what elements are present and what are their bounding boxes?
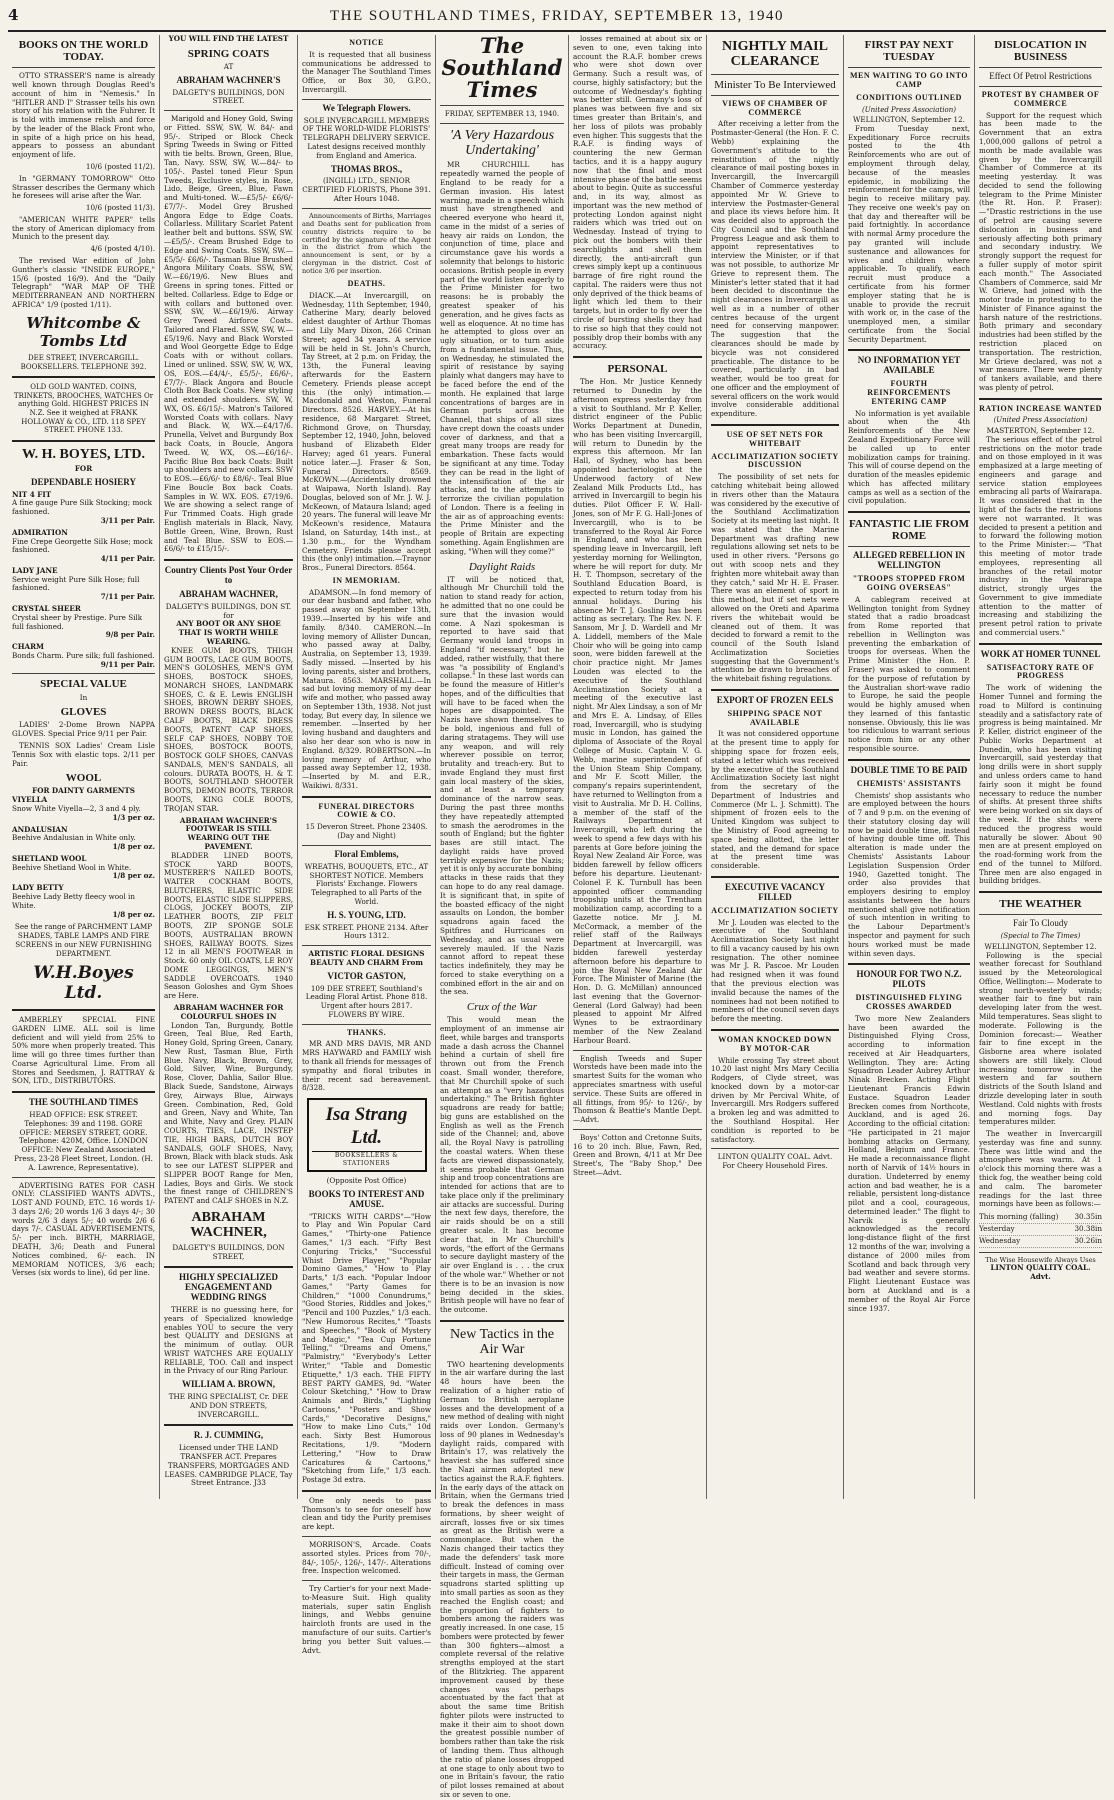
spring-coats-heading: SPRING COATS [187,47,270,60]
dalgety-address: DALGETY'S BUILDINGS, DON STREET. [172,87,285,106]
wool-item [12,884,155,919]
hosiery-desc: Bonds Charm. Pure silk; full fashioned. [12,650,155,660]
crux-text: This would mean the employment of an immense air fleet, while barges and transports made a dash across the Channel behind a curtain of shell fire thrown out from the French coast. Small wonder, therefore, that Mr Churchill spoke of such an attempt as a "very hazardous undertaking." The British fighter squadrons are ready for battle; big guns are established on the English as well as the French side of the Channel; and, above all, the Royal Navy is patrolling the coastal waters. When these facts are viewed dispassionately, it seems probable that German ship and troop concentrations are intended for actions that are to take place only if the preliminary air attacks are successful. During the next few days, therefore, the air raids should be on a still greater scale. It has become clear that, in Mr Churchill's words, "the effort of the Germans to secure daylight mastery of the air over England is . . . the crux of the whole war." Whether or not there is to be an invasion is now being decided in the skies. British people will have no fear of the outcome. [440,1015,564,1315]
notice-heading: NOTICE [349,38,384,47]
colourful-text: London Tan, Burgundy, Bottle Green, Teal Blue, Red Earth, Honey Gold, Spring Green, Canary, New Rust, Tasman Blue, Firth Blue. Navy, Black, Brown, Grey, Gold, Silver, Wine, Burgundy, Rose, Clover, Dahlia, Sailor Blue. Black Suede, Sandstone, Airways Grey, Airways Blue, Airways Green. Combination, Red, Gold and Green, Navy and White, Tan and White, Navy and Grey. PLAIN COURTS, TIES, LACE, INSTEP TIE, HIGH BARS, DUTCH BOY SANDALS, GOLF SHOES, Navy, Brown, Black with black studs. Ask to see our LATEST SLIPPER and SLIPPER BOOT Range for Men, Ladies, Boys and Girls. We stock the finest range of CHILDREN'S PATENT and CALF SHOES in N.Z. [164,1020,293,1206]
linton-ad: LINTON QUALITY COAL. Advt. For Cheery Household Fires. [717,1152,833,1171]
whitcombe-logo: Whitcombe & Tombs Ltd [26,313,141,351]
gold-ad: OLD GOLD WANTED. COINS, TRINKETS, BROOCHES, WATCHES Or anything Gold. HIGHEST PRICES IN N.Z. See it weighed at FRANK HOLLOWAY & CO., LTD. 118 SPEY STREET. PHONE 133. [13,383,154,435]
abraham-big: ABRAHAM WACHNER, [190,1209,267,1241]
upa-credit-1: (United Press Association) [862,105,956,114]
southland-times-offices: HEAD OFFICE: ESK STREET. Telephones: 39 and 1198. GORE OFFICE: MERSEY STREET, GORE. Telephone: 420M, Office. LONDON OFFICE: New Zealand Associated Press, 23-28 Fleet Street, London. (H. A. Lawrence, Representative). [14,1110,153,1172]
at-label: AT [223,61,234,71]
barometer-day: Yesterday [979,1223,1015,1233]
honour-text: Two more New Zealanders have been awarded the Distinguished Flying Cross, according to information received at Air Headquarters, Wellington. They are: Acting Squadron Leader Aubrey Arthur Ninak Brecken. Acting Flight Lieutenant Francis Edwin Eustace. Squadron Leader Brecken comes from Northcote, Auckland, and is aged 26. According to the official citation: "He participated in 21 major bombing attacks on Germany, Holland, Belgium and France. He made a reconnaissance flight north of Narvik of 14½ hours in duration. Undeterred by enemy action and bad weather, he is a reliable, persistent long-distance pilot and a cool, courageous, determined leader." The flight to Narvik is generally acknowledged as the record long-distance flight of the first 12 months of the war, involving a distance of 2000 miles from Scotland and back through very bad weather and severe storms. Flight Lieutenant Eustace was born at Auckland and is a member of the Royal Air Force since 1937. [848,1013,970,1313]
personal-heading: PERSONAL [607,363,668,376]
wool-sub: FOR DAINTY GARMENTS [32,786,135,796]
rings-text: THERE is no guessing here, for years of Specialized knowledge enables YOU to secure the very best QUALITY and DESIGNS at the minimum of outlay. OUR WRIST WATCHES ARE EQUALLY RELIABLE, TOO. Call and inspect in the Privacy of our Ring Parlour. [164,1304,293,1376]
thomas-sub: (INGILL) LTD., SENIOR CERTIFIED FLORISTS, Phone 391. After Hours 1048. [302,176,431,203]
conditions-headline: CONDITIONS OUTLINED [856,92,962,102]
acclimatization-headline: ACCLIMATIZATION SOCIETY DISCUSSION [711,451,839,470]
exec-text: Mr J. Louden was elected to the executive of the Southland Acclimatization Society last night to fill a vacancy caused by his own resignation. The other nominee was Mr J. R. Pascoe. Mr Louden had resigned when it was found that the previous election was invalid because the names of the nominees had not been notified to members of the council seven days before the meeting. [711,917,839,1024]
wool-desc: Beehive Lady Betty fleecy wool in White. [12,892,135,910]
books-item-2: In "GERMANY TOMORROW" Otto Strasser describes the Germany which he foresees will arise after the War. [12,173,155,201]
wise-housewife: The Wise Housewife Always Uses [985,1255,1096,1264]
column-5 [569,35,707,1499]
fantastic-headline: FANTASTIC LIE FROM ROME [849,518,969,543]
double-text: Chemists' shop assistants who are employed between the hours of 7 and 9 p.m. on the evening of their statutory closing day will now be paid double time, instead of having double time off. This alteration is made under the Chemists' Assistants Labour Legislation Suspension Order 1940, Gazetted tonight. The order also provides that employers desiring to employ assistants between the hours mentioned shall give notification of such intention in writing to the Labour Department's inspector and payment for such hours worked must be made within seven days. [848,790,970,958]
daylight-text: IT will be noticed that, although Mr Churchill told the nation to stand ready for action, he admitted that no one could be sure that the invasion would come. A Nazi spokesman is reported to have said that Germany would land troops in England "if necessary," but he added, rather wistfully, that there was "a possibility of England's collapse." In these last words can be found the measure of Hitler's hopes, and of the difficulties that will have to be faced when the hopes are disappointed. The Nazis have shown themselves to be bold, ingenious and full of daring stratagems. They will use any weapon, and will rely wherever possible on terror, brutality and treach-ery. But to invade England they must first gain local mastery of the skies, and at least a temporary dominance of the narrow seas. During the past three months they have repeatedly attempted to smash the aerodromes in the south of England; but the fighter bases are still intact. The daylight raids have proved terribly expensive for the Nazis; yet it is only by accurate bombing attacks in these raids that they can hope to do any real damage. It is significant that, in spite of the boasted efficacy of the night assaults on London, the bomber squadrons again faced the Spitfires and Hurricanes on Wednesday, and as usual were severely mauled. If the Nazis cannot afford to repeat these tactics indefinitely, they may be forced to stake everything on a combined effort in the air and on the sea. [440,574,564,997]
barometer-table [979,1212,1102,1247]
protest-headline: PROTEST BY CHAMBER OF COMMERCE [981,90,1100,108]
homer-text: The work of widening the Homer Tunnel and forming the road to Milford is continuing steadily and a satisfactory rate of progress is being maintained. Mr P. Keller, district engineer of the Public Works Department at Dunedin, who has been visiting Invercargill, said yesterday that long drills were in short supply and unless orders came to hand fairly soon it might be found necessary to reduce the number of shifts. At present three shifts were being worked on six days of the week. If the shifts were reduced the progress would naturally be slower. About 90 men are at present employed on the road-forming work from the end of the tunnel to Milford. Three men are also engaged in building bridges. [979,683,1102,886]
books-price-2: 10/6 (posted 11/3). [85,203,155,213]
dalgety-2: DALGETY'S BUILDINGS, DON ST. [165,601,292,611]
boyes-sub: DEPENDABLE HOSIERY [31,476,136,487]
whitcombe-address: DEE STREET, INVERCARGILL. BOOKSELLERS. TELEPHONE 392. [20,354,147,371]
lead-text: MR CHURCHILL has repeatedly warned the people of England to be ready for a German invasion. His latest warning, made in a speech which must have strengthened and cheered everyone who heard it, came in the midst of a series of heavy air raids on London, the conjunction of time, place and circumstance gave his words a solemnity that belongs to historic occasions. British people in every part of the world listen eagerly to the Prime Minister for two reasons: he is probably the greatest speaker of his generation, and he gives facts as well as eloquence. At no time has he attempted to gloss over an ugly situation, or to turn aside from a fundamental issue. Thus, on Wednesday, he stimulated the spirit of resistance by saying plainly what dangers may have to be faced before the end of the month. He explained that large concentrations of barges are in German ports across the Channel, that ships of all sizes have crept down the coasts under cover of darkness, and that a great many troops are ready for embarkation. These facts would be significant at any time. Today they can be read in the light of the intensification of the air attacks, and to the attempts to terrorize the civilian population of London. There is a feeling in the air as of approaching events: the Prime Minister and the people of Britain are expecting something. Again Englishmen are asking, "When will they come?" [440,160,564,556]
gloves-text: LADIES' 2-Dome Brown NAPPA GLOVES. Special Price 9/11 per Pair. [12,720,155,739]
boyes-logo: W.H.Boyes Ltd. [33,962,134,1004]
dfc-headline: DISTINGUISHED FLYING CROSSES AWARDED [855,993,963,1011]
crux-headline: Crux of the War [466,1001,538,1014]
eels-text: It was not considered opportune at the present time to apply for shipping space for frozen eels, stated a letter which was received by the executive of the Southland Acclimatization Society last night from the secretary of the Department of Industries and Commerce (Mr L. J. Schmitt). The shipment of frozen eels to the United Kingdom was subject to the Ministry of Food agreeing to space being allotted, the letter stated, and the demand for space at the present time was considerable. [711,729,839,871]
wool-heading: WOOL [65,772,102,785]
column-3 [298,35,436,1655]
wool-item [12,826,155,852]
firstpay-text: From Tuesday next, Expeditionary Force recruits posted to the 4th Reinforcements who are out of employment through delay, because of the measles epidemic, in mobilizing the reinforcement for the camps, will begin to receive military pay. They receive one week's pay on that day and thereafter will be paid fortnightly. In accordance with normal Army procedure the pay granted will include sustenance and allowances for wives and children where applicable. To qualify, each recruit must produce a certificate from his former employer stating that he is unable to provide the recruit with work or, in the case of the unemployed men, a similar certificate from the Social Security Department. [848,123,970,344]
hosiery-desc: Fine Crepe Georgette Silk Hose; mock fashioned. [12,536,153,555]
footwear-heading: ABRAHAM WACHNER'S FOOTWEAR IS STILL WEARING OUT THE PAVEMENT. [179,815,278,851]
hosiery-desc: Crystal sheer by Prestige. Pure Silk full fashioned. [12,612,143,631]
floral-text: WREATHS, BOUQUETS, ETC., AT SHORTEST NOTICE. Members Florists' Exchange. Flowers Telegraphed to all Parts of the World. [304,861,429,906]
woman-headline: WOMAN KNOCKED DOWN BY MOTOR-CAR [718,1034,832,1053]
hosiery-price: 3/11 per Pair. [100,515,155,525]
masthead [8,6,1106,32]
nightly-mail-headline: NIGHTLY MAIL CLEARANCE [722,39,828,70]
chemists-headline: CHEMISTS' ASSISTANTS [856,778,962,788]
hosiery-name: CHARM [12,642,45,652]
books-heading: BOOKS ON THE WORLD TODAY. [18,39,149,64]
column-8 [975,35,1106,1499]
special-in: In [79,692,88,702]
for-label: for [223,610,234,620]
barometer-day: This morning (falling) [979,1212,1059,1222]
minister-headline: Minister To Be Interviewed [714,78,836,91]
barometer-value: 30.26in [1074,1235,1102,1245]
opposite-post-office: (Opposite Post Office) [326,1176,407,1186]
cumming-heading: R. J. CUMMING, [193,1430,264,1441]
protest-text: Support for the request which has been made to the Government that an extra 1,000,000 gallons of petrol a month be made available was given by the Invercargill Chamber of Commerce at its meeting yesterday. It was decided to send the following telegram to the Prime Minister (the Rt. Hon. P. Fraser):—"Drastic restrictions in the use of petrol are causing severe dislocation in business and seriously affecting both primary and secondary industry. We strongly support the request for a fuller supply of motor spirit each month." The Associated Chambers of Commerce, said Mr W. Grieve, had joined with the motor trade in protesting to the Minister of Finance against the harsh nature of the restrictions. Both primary and secondary industries had been stifled by the restriction placed on transportation. The restriction, Mr Grieve declared, was not a war measure. There were plenty of tankers available, and there was plenty of petrol. [979,110,1102,392]
tactics-text: TWO heartening developments in the air warfare during the last 48 hours have been the realization of a higher ratio of German to British aeroplane losses and the development of a new method of dealing with night raids over London. Germany's loss of 90 planes in Wednesday's daylight raids, compared with Britain's 17, was relatively the heaviest she has suffered since the Nazi airmen adopted new tactics against the R.A.F. fighters. In the early days of the attack on Britain, when the Germans tried to break the defences in mass formations, by sheer weight of aircraft, losses five or six times as great as the British were a commonplace. But when the Nazis changed their tactics they made the defenders' task more difficult. Instead of coming over their targets in mass, the German squadrons started splitting up into small parties as soon as they reached the English coast; and the proportion of fighters to bombers among the raiders was greatly increased. In one case, 15 bombers were protected by fewer than 300 fighters—almost a complete reversal of the relative strengths employed at the start of the Blitzkrieg. The apparent improvement caused by these changes was perhaps accentuated by the fact that at about the same time British fighter pilots were instructed to make it their aim to shoot down the greatest possible number of bombers rather than take the risk of landing them. Thus although the ratio of plane losses dropped at one stage to only about two to one in Britain's favour, the ratio of pilot losses remained at about six or seven to one. [440,1359,564,1799]
daylight-headline: Daylight Raids [468,560,536,573]
barometer-row [979,1224,1102,1236]
page-number: 4 [8,6,19,24]
tennis-sox: TENNIS SOX Ladies' Cream Lisle Tennis Sox with elastic tops. 2/11 per Pair. [12,741,155,768]
fantastic-text: A cablegram received at Wellington tonight from Sydney stated that a radio broadcast from Rome reported that rebellion in Wellington was preventing the embarkation of troops for overseas. When the Prime Minister (the Hon. P. Fraser) was asked to comment for the purpose of refutation by the Australian short-wave radio to Europe, he said the people would be highly amused when they learned of this fantastic nonsense. Obviously, this lie was too ridiculous to warrant serious notice from him or any other responsible source. [848,594,970,754]
boys-suits-ad: Boys' Cotton and Cretonne Suits, 16 to 20 inch. Blue, Fawn, Red, Green and Brown, 4/11 at Mr Dee Street's, The "Baby Shop," Dee Street—Advt. [573,1132,702,1177]
wool-list [12,796,155,919]
thomas-bros: THOMAS BROS., [330,163,403,174]
wool-item [12,796,155,822]
homer-subhead: SATISFACTORY RATE OF PROGRESS [986,662,1095,681]
homer-headline: WORK AT HOMER TUNNEL [980,648,1101,659]
weather-special: (Special to The Times) [1000,932,1081,941]
honour-headline: HONOUR FOR TWO N.Z. PILOTS [856,969,962,990]
weather-text: Following is the special weather forecast for Southland issued by the Meteorological Office, Wellington:— Moderate to strong north-westerly winds; weather fair to fine but rain developing later from the west. Mild temperatures. Seas slight to moderate. Following is the Dominion forecast:— Weather fair to fine except in the Gisborne area where isolated showers are still likely. Cloud increasing tomorrow in the western and far southern districts of the South Island and drizzle developing later in south Westland. Cold nights with frosts and morning fogs. Day temperatures milder. [979,950,1102,1127]
hosiery-price: 9/8 per Pair. [105,630,155,640]
wool-name: VIYELLA [12,795,48,805]
books-item-4: The revised War edition of John Gunther's classic "INSIDE EUROPE," 15/6 (posted 16/9). And the "Daily Telegraph" "WAR MAP OF THE MEDITERRANEAN AND NORTHERN AFRICA" 1/9 (posted 1/11). [12,256,155,309]
boots-list: KNEE GUM BOOTS, THIGH GUM BOOTS, LACE GUM BOOTS, MEN'S GOLOSHES, MEN'S GYM SHOES, BOSTOCK SHOES, MONARCH SHOES, LANDMARK SHOES, C. & E. Lewis ENGLISH SHOES, BROWN DERBY SHOES, BROWN DRESS BOOTS, BLACK CALF BOOTS, BLACK DRESS BOOTS, PATENT CAP SHOES, SELF CAP SHOES, NOBBY TOE SHOES, BOSTOCK BOOTS, BOSTOCK GOLF SHOES, CANVAS SANDALS, MEN'S SANDALS, all colours. DURATA BOOTS, H. & T. BOOTS, SOUTHLAND SHOOTER BOOTS, DEMON BOOTS, TERROR BOOTS, KING COLE BOOTS, TROJAN STAR. [164,645,293,813]
paper-nameplate: The Southland Times [441,33,563,103]
noinfo-text: No information is yet available about when the 4th Reinforcements of the New Zealand Expeditionary Force will be called up to enter mobilization camps for training. This will of course depend on the duration of the measles epidemic which has affected military camps as well as a section of the civil population. [848,408,970,506]
barometer-value: 30.38in [1074,1223,1102,1233]
amberley-ad: AMBERLEY SPECIAL FINE GARDEN LIME. ALL soil is lime deficient and will yield from 25% to 50% more when properly treated. This lime will go three times further than Coarse Agricultural Lime. From all Stores and Seedsmen, J. RATTRAY & SON, LTD., DISTRIBUTORS. [12,1014,155,1086]
coats-text: Marigold and Honey Gold, Swing or Fitted. SSW, SW, W. 84/- and 95/-. Striped or Block Check Spring Tweeds in Swing or Fitted with tie belts. Brown, Green, Blue, Tan, Navy. SSW, SW, W.—84/- to 105/-. Pastel toned Fleur Spun Tweeds, Exclusive styles, in Rose, Lido, Beige, Green, Blue, Fawn and Multi-toned. W.—£5/5/- £6/6/- £7/7/-. Model Grey Brushed Angora Edge to Edge Coats. Collarless. Millitary Scarlet Patent leather belt and buttons. SSW, SW.—£5/5/-. Cream Brushed Edge to Edge and Swing Coats. SSW, SW.—£5/5/- £6/6/-. Tasman Blue Brushed Angora Military Coats. SSW, SW, W.—£6/19/6. New Blues and Greens in spring tones. Fitted or belted. Collarless. Edge to Edge or with collars and buttoned over. SSW, SW, W.—£6/19/6. Airway Grey Tweed Airforce Coats. Tailored and Flared. SSW, SW, W.—£5/19/6. Navy and Black Worsted and Wool Georgette Edge to Edge Coats with or without collars. Lined or unlined. SSW, SW, W, WX, OS, EOS.—£4/4/-, £5/5/-, £6/6/-, £7/7/-. Black Angora and Boucle Cloth Box Back Coats. New styling and extended shoulders. SW, W, WX, OS. £6/15/-. Matron's Tailored Worsted Coats with collars. Navy and Black. W, WX.—£4/17/6. Prunella, Velvet and Burgundy Box back Coats, in Boucle, Angora Tweed. W, WX, OS.—£6/16/-. Pacific Blue Box back Coats: Built up shoulders and new collars. SSW to EOS.—£6/6/- to £8/6/-. Teal Blue Fine Boucle Box back Coats. Samples in W. WX. EOS. £7/19/6. We are showing a select range of Fur Trimmed Coats. High grade English materials in Black, Navy, Bottle Green, Wine, Brown, Rust and Teal Blue. SSW to EOS.—£6/6/- to £15/15/-. [164,114,293,554]
memoriam-text: ADAMSON.—In fond memory of our dear husband and father, who passed away on September 13th, 1939.—Inserted by his wife and family. 8/340. CAMERON.—In loving memory of Allister Duncan, who passed away at Dalby, Australia, on September 13, 1939. Sadly missed. —Inserted by his loving parents, sister and brothers, Mataura. 8563. MARSHALL.—In sad but loving memory of my dear wife and mother, who passed away on September 13th, 1938. Not just today, But every day, In silence we remember. —Inserted by her loving husband and daughters and also her dear son who is now in England. 8/329. ROBERTSON.—In loving memory of Arthur, who passed away September 12, 1938.—Inserted by M. and E.R., Waikiwi. 8/331. [302,587,431,790]
tactics-headline: New Tactics in the Air War [449,1326,555,1358]
wool-desc: Beehive Shetland Wool in White. [12,862,132,872]
any-boot: ANY BOOT OR ANY SHOE THAT IS WORTH WHILE WEARING. [176,619,281,646]
floral-heading: Floral Emblems, [334,848,399,859]
ration-headline: RATION INCREASE WANTED [979,403,1102,413]
morrisons-ad: MORRISON'S, Arcade. Coats assorted styles. Prices from 70/-, 84/-, 105/-, 126/-, 147/-. Alterations free. Inspection welcomed. [302,1540,431,1576]
hosiery-item [12,491,155,526]
troops-headline: "TROOPS STOPPED FROM GOING OVERSEAS" [852,574,966,592]
exec-subhead: ACCLIMATIZATION SOCIETY [711,905,839,915]
books-price-1: 10/6 (posted 11/2). [85,162,155,171]
wool-price: 1/8 per oz. [112,909,155,919]
william-brown: WILLIAM A. BROWN, [181,1379,275,1390]
hosiery-price: 7/11 per Pair. [100,592,155,602]
thanks-heading: THANKS. [346,1027,387,1037]
weather-headline: THE WEATHER [999,898,1082,911]
dalgety-3: DALGETY'S BUILDINGS, DON STREET, [172,1242,285,1261]
woman-text: While crossing Tay street about 10.20 last night Mrs Mary Cecilia Rodgers, of Clyde street, was knocked down by a motor-car driven by Mr Percival White, of Invercargill. Mrs Rodgers suffered a broken leg and was admitted to the Southland Hospital. Her condition is reported to be satisfactory. [711,1055,839,1144]
men-waiting-headline: MEN WAITING TO GO INTO CAMP [850,71,968,89]
funeral-text: 15 Deveron Street. Phone 2340S. (Day and Night) [305,822,428,841]
wool-name: ANDALUSIAN [12,824,68,834]
wool-price: 1/3 per oz. [112,812,155,822]
weather-subhead: Fair To Cloudy [1013,918,1068,929]
cartier-ad: Try Cartier's for your next Made-to-Measure Suit. High quality materials, super satin English linings, and Webbs genuine haircloth fronts are used in the manufacture of our suits. Cartier's bring you better Suit values.—Advt. [302,1584,431,1655]
alleged-headline: ALLEGED REBELLION IN WELLINGTON [852,550,966,571]
newspaper-title: THE SOUTHLAND TIMES, FRIDAY, SEPTEMBER 13, 1940 [329,8,784,24]
hosiery-desc: Service weight Pure Silk Hose; full fashioned. [12,574,140,593]
deaths-heading: DEATHS. [347,279,386,289]
whitebait-text: The possibility of set nets for catching whitebait being allowed in rivers other than the Mataura was considered by the executive of the Southland Acclimatization Society at its meeting last night. It was stated that the Marine Department was drafting new regulations allowing set nets to be used in other rivers. "Persons go out with scoop nets and they frighten more whitebait away than they catch," said Mr H. E. Fraser. There was an element of sport in this method, but if set nets were allowed on the Oreti and Aparima rivers the whitebait would be cleaned out of them. It was decided to forward a remit to the council of the South Island Acclimatization Societies suggesting that the Government's attention be drawn to breaches of the whitebait fishing regulations. [711,472,839,684]
whitebait-headline: USE OF SET NETS FOR WHITEBAIT [726,430,824,448]
eels-subhead: SHIPPING SPACE NOT AVAILABLE [727,708,823,727]
special-heading: SPECIAL VALUE [40,678,127,691]
column-2 [160,35,298,1499]
weather-local: The weather in Invercargill yesterday was fine and sunny. There was little wind and the atmosphere was warm. At 1 o'clock this morning there was a thick fog, the weather being cold and calm. The barometer readings for the last three mornings have been as follows:— [979,1129,1102,1209]
hosiery-desc: A fine gauge Pure Silk Stocking; mock fashioned. [12,498,152,517]
cumming-text: Licensed under THE LAND TRANSFER ACT. Prepares TRANSFERS, MORTGAGES AND LEASES. CAMBRIDGE PLACE, Tay Street Entrance. J33 [164,1443,293,1488]
hosiery-name: CRYSTAL SHEER [12,604,81,613]
footwear-list: BLADDER LINED BOOTS, STOCK YARD BOOTS, MUSTERER'S NAILED BOOTS, WAITER COCKHAM BOOTS, BLUTCHERS, ELASTIC SIDE BOOTS, ELASTIC SIDE SLIPPERS, CLOGS, JOCKEY BOOTS, ZIP LEATHER BOOTS, ZIP FELT BOOTS, ZIP SPONGE SOLE BOOTS, AUSTRALIAN BROWN SHOES, RAILWAY BOOTS. Sizes 12 in all MEN'S FOOTWEAR in Stock. 60 only OIL COATS, LE ROY DOME LEGGINGS, MEN'S SADDLE OVERCOATS. 1940 Season Goloshes and Gym Shoes are Here. [164,850,293,1001]
advertising-rates: ADVERTISING RATES FOR CASH ONLY: CLASSIFIED WANTS ADVTS., LOST AND FOUND, ETC. 16 words 1/- 3 days 2/6; 20 words 1/6 3 days 4/-; 30 words 2/6 3 days 5/-; 40 words 2/6 6 days 7/-. CASUAL ADVERTISEMENTS, 5/- per inch. BIRTH, MARRIAGE, DEATH, 3/6; Death and Funeral Notices combined, 6/- each. IN MEMORIAM NOTICES, 3/6 each; Verses (six words to line), 6d per line. [12,1180,155,1278]
columns [8,33,1106,1799]
petrol-headline: Effect Of Petrol Restrictions [989,71,1092,82]
tweeds-ad: English Tweeds and Super Worsteds have been made into the smartest Suits for the woman who appreciates smartness with useful service. These Suits are offered in all fittings, from 95/- to 126/-, by Thomson & Beattie's Mantle Dept.—Advt. [573,1053,702,1125]
wool-price: 1/8 per oz. [112,871,155,881]
fourth-headline: FOURTH REINFORCEMENTS ENTERING CAMP [867,379,951,406]
lead-headline: 'A Very Hazardous Undertaking' [449,127,555,159]
southland-times-heading: THE SOUTHLAND TIMES [28,1097,139,1108]
wachner-heading: ABRAHAM WACHNER'S [176,74,281,85]
views-headline: VIEWS OF CHAMBER OF COMMERCE [722,98,828,117]
gaston-heading: VICTOR GASTON, [327,970,406,981]
barometer-row [979,1236,1102,1248]
boyes-for: FOR [74,463,93,473]
strang-logo [307,1098,427,1172]
column-4-editorial [436,33,569,1799]
ration-dateline: MASTERTON, September 12. [986,426,1095,435]
hosiery-price: 4/11 per Pair. [100,554,155,564]
purity-ad: One only needs to pass Thomson's to see for oneself how clean and tidy the Purity premises are kept. [302,1495,431,1532]
double-time-headline: DOUBLE TIME TO BE PAID [850,764,968,775]
young-text: ESK STREET. PHONE 2134. After Hours 1312. [304,922,429,941]
clients-heading: Country Clients Post Your Order to [164,565,293,586]
tactics-continued: losses remained at about six or seven to one, even taking into account the R.A.F. bomber crews who were shot down over Germany. Such a result was, of course, highly satisfactory; but the outcome of Wednesday's fighting was better still. Germany's loss of planes was between five and six times greater than Britain's, and her loss of pilots was probably even higher. This suggests that the R.A.F. is finding ways of countering the new German tactics, and it is a happy augury now that the final and most intensive phase of the battle seems about to begin. Quite as successful and, in its way, almost as important was the new method of protecting London against night raiders which was tried out on Wednesday. Instead of trying to pick out the bombers with their searchlights and shell them directly, the anti-aircraft gun crews simply kept up a continuous barrage of fire right round the capital. The raiders were thus not only deprived of the thick beams of light which led them to their targets, but in order to fly over the circle of bursting shells they had to rise so high that they could not possibly drop their bombs with any accuracy. [573,34,702,351]
thanks-text: MR AND MRS DAVIS, MR AND MRS HAYWARD and FAMILY wish to thank all friends for messages of sympathy and floral tributes in their recent sad bereavement. 8/328. [302,1039,431,1093]
furnishing-ad: See the range of PARCHMENT LAMP SHADES, TABLE LAMPS AND FIRE SCREENS in our NEW FURNISHING DEPARTMENT. [14,922,153,958]
strang-name: Isa Strang Ltd. [325,1104,408,1149]
books-item-3: "AMERICAN WHITE PAPER" tells the story of American diplomacy from Munich to the present day. [12,214,155,242]
deaths-text: DIACK.—At Invercargill, on Wednesday, 11th September, 1940, Catherine Mary, dearly beloved eldest daughter of Arthur Thomas and Lily Mary Dixon, 266 Crinan Street; aged 34 years. A service will be held in St. John's Church, Tay Street, at 2 p.m. on Friday, the 13th, the Funeral leaving afterwards for the Eastern Cemetery. Friends please accept this (the only) intimation.—Macdonald and Weston, Funeral Directors. 8526. HARVEY.—At his residence, 68 Margaret Street, Richmond Grove, on Thursday, September 12, 1940, John, beloved husband of Elizabeth Elder Harvey; aged 61 years. Funeral notice later.—J. Fraser & Son, Funeral Directors. 8569. McKOWN.—(Accidentally drowned at Waipawa, North Island). Ray Douglas, beloved son of Mr. J. W. J. McKeown, of Mataura Island; aged 20 years. The funeral will leave Mr McKeown's residence, Mataura Island, on Saturday, 14th inst., at 1.30 p.m., for the Wyndham Cemetery. Friends please accept this (the only) intimation.—Traynor Bros., Funeral Directors. 8564. [302,290,431,573]
ration-text: The serious effect of the petrol restrictions on the motor trade and on those employed in it was emphasized at a large meeting of engineers and garage and service station employees embracing all parts of Wairarapa. It was considered that in the light of the facts the restrictions were not warranted. It was decided to present a petition and to forward the following motion to the Prime Minister:— "That this meeting of motor trade employees, representing all branches of the retail motor industry in the Wairarapa district, strongly urges the Government to give immediate attention to the matter of increasing and stabilizing the present petrol ration to private and commercial users." [979,434,1102,637]
dislocation-headline: DISLOCATION IN BUSINESS [994,39,1087,64]
wool-name: SHETLAND WOOL [12,853,87,863]
memoriam-heading: IN MEMORIAM. [332,575,401,585]
weather-dateline: WELLINGTON, September 12. [984,941,1097,951]
announcements: Announcements of Births, Marriages and Deaths sent for publication from country districts require to be certified by the signature of the Agent in the district from which the announcement is sent, or by a clergyman in the district. Cost of notice 3/6 per insertion. [302,211,431,276]
special-gloves: GLOVES [60,706,107,719]
barometer-value: 30.35in [1074,1212,1102,1222]
hosiery-item [12,605,155,640]
books-list: "TRICKS WITH CARDS"—"How to Play and Win Popular Card Games," "Thirty-one Patience Games," 1/3 each. "Fifty Best Conjuring Tricks," "Successful Whist Drive Player," "Popular Domino Games," "How to Play Darts," 1/3 each. "Popular Indoor Games," "Party Games for Children," "1000 Conundrums," "Good Stories, Riddles and Jokes," "Pencil and 100 Puzzles," 1/3 each. "New Humorous Recites," "Toasts and Speeches," "Book of Mystery and Magic," "Tea Cup Fortune Telling," "Dreams and Omens," "Palmistry," "Everybody's Letter Writer," "Table and Domestic Etiquette," 1/3 each. THE FIFTY BEST PARTY GAMES, 9d. "Water Colour Sketching," "How to Draw Animals and Birds," "Lighting Cartoons," "Posters and Show Cards," "Decorative Designs," "How to make Lino Cuts," 10d each. Sixty Best Humorous Recitations, 1/9. "Modern Lettering," "How to Draw Caricatures & Cartoons," "Sketching from Life," 1/3 each. Postage 3d extra. [302,1211,431,1485]
firstpay-dateline: WELLINGTON, September 12. [853,115,965,125]
wool-desc: Beehive Andalusian in White only. [12,833,136,843]
column-7 [844,35,975,1499]
editorial-date: FRIDAY, SEPTEMBER 13, 1940. [444,110,560,119]
artistic-heading: ARTISTIC FLORAL DESIGNS BEAUTY AND CHARM From [308,949,425,967]
flowers-text: SOLE INVERCARGILL MEMBERS OF THE WORLD-WIDE FLORISTS' TELEGRAPH DELIVERY SERVICE. Latest designs received monthly from England and America. [302,115,431,160]
young-heading: H. S. YOUNG, LTD. [327,909,406,920]
views-text: After receiving a letter from the Postmaster-General (the Hon. F. C. Webb) explaining the Government's attitude to the reinstitution of the nightly clearance of mail posting boxes in Invercargill, the Invercargill Chamber of Commerce yesterday appointed Mr W. Grieve to interview the Postmaster-General and place its views before him. It was decided also to approach the City Council and the Southland Progress League and ask them to appoint representatives to interview the Minister, or if that was not possible, to authorize Mr Grieve to represent them. The Minister's letter stated that it had been decided to discontinue the night clearances in Invercargill as well as in a number of other centres because of the urgent need for conserving manpower. The suggestion that the clearances should be made by bicycle was not considered practicable. The distance to be covered, particularly in bad weather, would be too great for one officer and the employment of several officers on the work would involve considerable additional expenditure. [711,119,839,419]
barometer-row [979,1212,1102,1224]
hosiery-list [12,491,155,670]
exec-headline: EXECUTIVE VACANCY FILLED [725,881,825,902]
wool-desc: Snow White Viyella—2, 3 and 4 ply. [12,804,141,813]
hosiery-name: LADY JANE [12,565,58,575]
wool-item [12,855,155,881]
linton-ad-2: LINTON QUALITY COAL. Advt. [990,1263,1091,1282]
hosiery-name: NIT 4 FIT [12,489,52,499]
strang-tagline: BOOKSELLERS & STATIONERS [312,1151,422,1167]
hosiery-name: ADMIRATION [12,527,68,537]
boyes-heading: W. H. BOYES, LTD. [21,446,146,462]
books-text: OTTO STRASSER'S name is already well known through Douglas Reed's account of him in "Nemesis." In "HITLER AND I" Strasser tells his own story of his relation with the Fuhrer. It is told with immense relish and force by the leader of the Black Front who, in spite of a high price on his head, appears to possess an abundant enjoyment of life. [12,71,155,160]
hosiery-item [12,567,155,602]
column-1 [8,35,160,1499]
eels-headline: EXPORT OF FROZEN EELS [716,694,834,705]
find-heading: YOU WILL FIND THE LATEST [168,34,289,43]
rings-heading: HIGHLY SPECIALIZED ENGAGEMENT AND WEDDING RINGS [178,1272,279,1303]
books-interest-heading: BOOKS TO INTEREST AND AMUSE. [308,1188,425,1209]
funeral-heading: FUNERAL DIRECTORS COWIE & CO. [318,801,415,820]
gaston-text: 109 DEE STREET, Southland's Leading Floral Artist. Phone 818. Urgent after hours 2817. FLOWERS BY WIRE. [305,983,428,1019]
noinfo-headline: NO INFORMATION YET AVAILABLE [857,355,961,376]
column-6 [707,35,844,1499]
personal-text: The Hon. Mr Justice Kennedy returned to Dunedin by the afternoon express yesterday from a visit to Southland. Mr P. Keller, district engineer of the Public Works Department at Dunedin, who has been visiting Invercargill, will return to Dunedin by the express this afternoon. Mr Ian Hall, of Sydney, who has been appointed bacteriologist at the Underwood factory of New Zealand Milk Products Ltd., has arrived in Invercargill to begin his duties. Pilot Officer F. W. Hall-Jones, son of Mr F. G. Hall-Jones of Invercargill, who is to be transferred to the Royal Air Force in England, and who has been spending leave in Invercargill, left yesterday morning for Wellington, where he will report for duty. Mr H. T. Thompson, secretary of the Southland Education Board, is expected to return today from his annual holidays. During his absence Mr T. J. Gosling has been acting as secretary. The Rev. N. F. Sansom, Mr J. D. Wardell and Mr A. Liddell, members of the Male Choir who will be going into camp soon, were bidden farewell at the choir practice night. Mr James Louden was elected to the executive of the Southland Acclimatization Society at a meeting of the executive last night. Mr Alex Lindsay, a son of Mr and Mrs E. A. Lindsay, of Elles road, Invercargill, who is studying music in London, has gained the diploma of Associate of the Royal College of Music. Captain V. G. Webb, marine superintendent of the Union Steam Ship Company, and Mr F. Scott Miller, the company's repairs superintendent, have returned to Wellington from a visit to Australia. Mr D. H. Collins, a member of the staff of the Railways Department at Invercargill, who left during the week to spend a few days with his parents at Gore before joining the Royal New Zealand Air Force, was bidden farewell by fellow officers before his departure. Lieutenant-Colonel F. K. Turnbull has been appointed officer commanding troopship units at the Trentham mobilization camp, according to a Gazette notice. Mr J. M. McCormack, a member of the relief staff of the Railways Department at Invercargill, was bidden farewell yesterday afternoon before his departure to join the Royal New Zealand Air Force. The Minister of Marine (the Hon. D. G. McMillan) announced last evening that the Governor-General (Lord Galway) had been pleased to appoint Mr Alfred Wynes to be extraordinary member of the New Zealand Harbour Board. [573,377,702,1045]
hosiery-price: 9/11 per Pair. [100,659,155,669]
william-sub: THE RING SPECIALIST, Cr. DEE AND DON STREETS, INVERCARGILL. [168,1392,289,1419]
wachner-2: ABRAHAM WACHNER, [179,588,278,599]
barometer-day: Wednesday [979,1235,1021,1245]
first-pay-headline: FIRST PAY NEXT TUESDAY [864,39,954,64]
wool-name: LADY BETTY [12,883,64,893]
colourful-heading: ABRAHAM WACHNER FOR COLOURFUL SHOES IN [173,1003,284,1021]
hosiery-item [12,643,155,669]
notice-text: It is requested that all business communications be addressed to the Manager The Southland Times Office, or Box 30, G.P.O., Invercargill. [302,49,431,94]
books-price-3: 4/6 (posted 4/10). [90,244,155,254]
wool-price: 1/8 per oz. [112,842,155,852]
flowers-heading: We Telegraph Flowers. [322,102,411,113]
ration-credit: (United Press Association) [993,416,1088,425]
hosiery-item [12,529,155,564]
